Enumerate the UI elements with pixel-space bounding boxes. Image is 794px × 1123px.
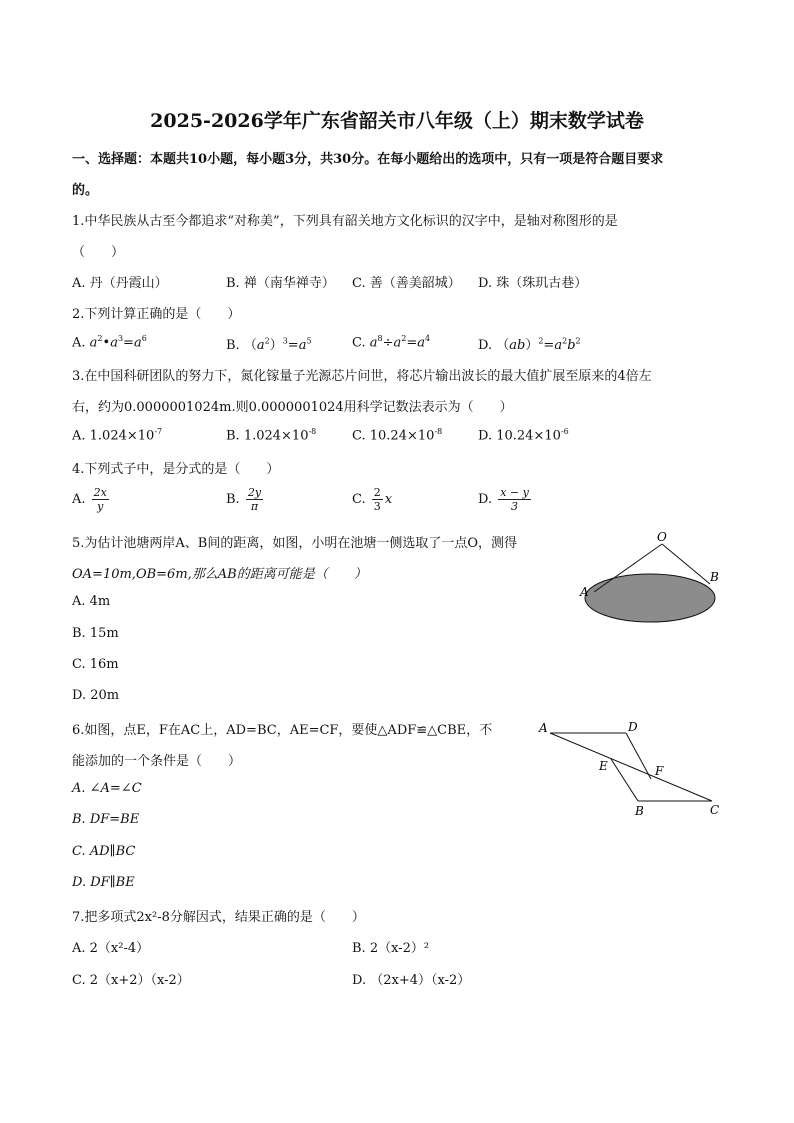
q2-option-d: D. $(ab)^2=a^2b^2$ (478, 336, 581, 353)
pond-shape (585, 574, 715, 622)
label-b: B (635, 804, 644, 818)
q2-stem: 2.下列计算正确的是（ ） (72, 307, 241, 322)
q2-option-b: B. $(a^2)^3=a^5$ (226, 336, 312, 353)
q2-option-a: A. $a^2•a^3=a^6$ (72, 334, 147, 351)
q5-option-d: D. 20m (72, 688, 120, 703)
q7-option-b: B. 2（x-2）² (352, 941, 430, 956)
segment-eb (611, 759, 638, 801)
q6-option-d: D. DF∥BE (72, 875, 135, 890)
q1-stem-line1: 1.中华民族从古至今都追求“对称美”，下列具有韶关地方文化标识的汉字中，是轴对称图形的是 (72, 214, 618, 229)
page-title: 2025-2026学年广东省韶关市八年级（上）期末数学试卷 (150, 110, 644, 132)
label-f: F (655, 764, 664, 778)
triangles-figure (530, 713, 730, 823)
q6-option-a: A. ∠A=∠C (72, 781, 142, 796)
q5-option-c: C. 16m (72, 657, 119, 672)
q3-option-a: A. $1.024\times 10^{-7}$ (72, 427, 163, 444)
q7-stem: 7.把多项式2x²-8分解因式，结果正确的是（ ） (72, 910, 365, 925)
pond-figure (570, 526, 730, 631)
q1-option-d: D. 珠（珠玑古巷） (478, 276, 588, 291)
section-instruction-line2: 的。 (72, 183, 99, 198)
q1-option-b: B. 禅（南华禅寺） (226, 276, 335, 291)
label-o: O (657, 530, 667, 544)
q3-stem-line2: 右，约为0.0000001024m.则0.0000001024用科学记数法表示为（ ） (72, 400, 513, 415)
label-b: B (710, 570, 719, 584)
q6-option-c: C. AD∥BC (72, 844, 136, 859)
section-instruction-line1: 一、选择题：本题共10小题，每小题3分，共30分。在每小题给出的选项中，只有一项是符合题目要求 (72, 152, 664, 167)
q7-option-d: D. （2x+4）（x-2） (352, 973, 471, 988)
label-d: D (628, 720, 638, 734)
q3-stem-line1: 3.在中国科研团队的努力下，氮化镓量子光源芯片问世，将芯片输出波长的最大值扩展至原来的4倍左 (72, 369, 652, 384)
q4-option-b: B. $\frac{2y}{\pi}$ (226, 486, 262, 513)
q3-option-d: D. $10.24\times 10^{-6}$ (478, 427, 569, 444)
label-e: E (599, 759, 608, 773)
q7-option-a: A. 2（x²-4） (72, 941, 150, 956)
q3-option-b: B. $1.024\times 10^{-8}$ (226, 427, 317, 444)
q6-stem-line1: 6.如图，点E，F在AC上，AD=BC，AE=CF，要使△ADF≌△CBE，不 (72, 723, 493, 738)
q4-option-c: C. $\frac{2}{3}$ x (352, 486, 393, 513)
q6-option-b: B. DF=BE (72, 812, 140, 827)
label-a: A (539, 721, 548, 735)
label-a: A (580, 585, 589, 599)
q4-option-d: D. $\frac{x - y}{3}$ (478, 486, 529, 513)
q5-option-b: B. 15m (72, 626, 119, 641)
q5-stem-line1: 5.为估计池塘两岸A、B间的距离，如图，小明在池塘一侧选取了一点O，测得 (72, 536, 518, 551)
q1-option-a: A. 丹（丹霞山） (72, 276, 168, 291)
q6-stem-line2: 能添加的一个条件是（ ） (72, 754, 242, 769)
q1-stem-line2: （ ） (72, 245, 125, 260)
q4-option-a: A. $\frac{2x}{y}$ (72, 486, 107, 513)
label-c: C (710, 803, 720, 817)
q1-option-c: C. 善（善美韶城） (352, 276, 461, 291)
segment-df (626, 733, 651, 779)
q4-stem: 4.下列式子中，是分式的是（ ） (72, 462, 280, 477)
q5-option-a: A. 4m (72, 594, 111, 609)
q3-option-c: C. $10.24\times 10^{-8}$ (352, 427, 443, 444)
q5-stem-line2: OA=10m,OB=6m,那么AB的距离可能是（ ） (72, 567, 367, 582)
q2-option-c: C. $a^8\div a^2=a^4$ (352, 334, 431, 351)
q7-option-c: C. 2（x+2）（x-2） (72, 973, 190, 988)
